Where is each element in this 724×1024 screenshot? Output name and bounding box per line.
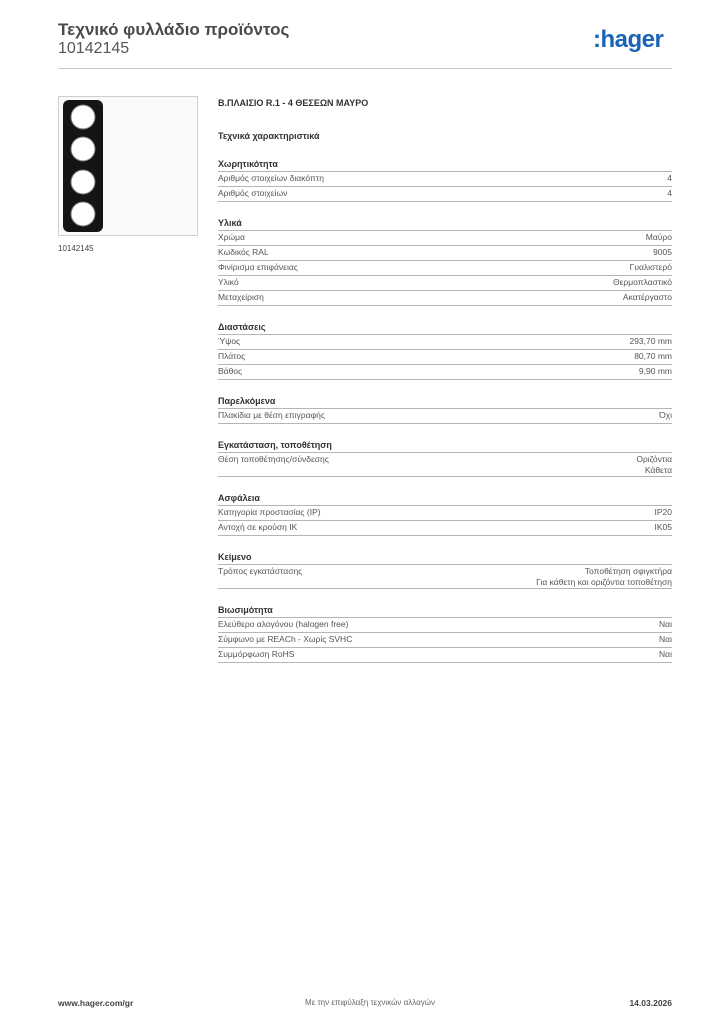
spec-label: Τρόπος εγκατάστασης bbox=[218, 566, 303, 576]
spec-label: Κατηγορία προστασίας (IP) bbox=[218, 507, 321, 517]
spec-section bbox=[218, 394, 672, 424]
section-title: Χωρητικότητα bbox=[218, 157, 672, 172]
spec-row bbox=[218, 187, 672, 202]
spec-row bbox=[218, 246, 672, 261]
spec-label: Πλακίδια με θέση επιγραφής bbox=[218, 410, 325, 420]
spec-value bbox=[655, 507, 673, 518]
spec-value bbox=[636, 454, 672, 476]
specs-heading: Τεχνικά χαρακτηριστικά bbox=[218, 131, 320, 141]
spec-value-line: 293,70 mm bbox=[629, 336, 672, 346]
spec-value-line: Οριζόντια bbox=[636, 454, 672, 464]
spec-label: Σύμφωνο με REACh - Χωρίς SVHC bbox=[218, 634, 353, 644]
spec-value bbox=[536, 566, 672, 588]
spec-value-line: 9005 bbox=[653, 247, 672, 257]
footer-website-link[interactable]: www.hager.com/gr bbox=[58, 998, 134, 1008]
footer-date: 14.03.2026 bbox=[629, 998, 672, 1008]
spec-value bbox=[629, 336, 672, 347]
spec-value bbox=[667, 173, 672, 184]
spec-value-line: Τοποθέτηση σφιγκτήρα bbox=[584, 566, 672, 576]
spec-row bbox=[218, 335, 672, 350]
document-product-code: 10142145 bbox=[58, 40, 130, 57]
spec-value-line: Γυαλιστερό bbox=[629, 262, 672, 272]
spec-value bbox=[630, 262, 672, 273]
spec-section bbox=[218, 320, 672, 380]
spec-row bbox=[218, 633, 672, 648]
spec-value bbox=[667, 188, 672, 199]
spec-value bbox=[646, 232, 672, 243]
spec-label: Ύψος bbox=[218, 336, 241, 346]
product-name: Β.ΠΛΑΙΣΙΟ R.1 - 4 ΘΕΣΕΩΝ ΜΑΥΡΟ bbox=[218, 98, 369, 108]
section-title: Διαστάσεις bbox=[218, 320, 672, 335]
spec-sheet bbox=[218, 96, 672, 663]
section-title: Εγκατάσταση, τοποθέτηση bbox=[218, 438, 672, 453]
spec-row bbox=[218, 231, 672, 246]
spec-value-line: Όχι bbox=[659, 410, 672, 420]
section-title: Κείμενο bbox=[218, 550, 672, 565]
spec-row bbox=[218, 506, 672, 521]
spec-row bbox=[218, 261, 672, 276]
spec-row bbox=[218, 291, 672, 306]
spec-value bbox=[613, 277, 672, 288]
spec-label: Αριθμός στοιχείων bbox=[218, 188, 288, 198]
spec-value-line: Ναι bbox=[659, 649, 672, 659]
spec-section bbox=[218, 438, 672, 477]
spec-label: Φινίρισμα επιφάνειας bbox=[218, 262, 298, 272]
spec-value bbox=[653, 247, 672, 258]
spec-value bbox=[659, 649, 672, 660]
spec-value bbox=[659, 634, 672, 645]
spec-section bbox=[218, 157, 672, 202]
spec-value-line: Για κάθετη και οριζόντια τοποθέτηση bbox=[536, 577, 672, 587]
header-divider bbox=[58, 68, 672, 69]
spec-value-line: Κάθετα bbox=[644, 465, 672, 475]
spec-value bbox=[659, 619, 672, 630]
spec-value-line: IP20 bbox=[654, 507, 672, 517]
spec-value-line: Ακατέργαστο bbox=[622, 292, 672, 302]
spec-row bbox=[218, 453, 672, 477]
spec-section bbox=[218, 550, 672, 589]
section-title: Παρελκόμενα bbox=[218, 394, 672, 409]
spec-value-line: Ναι bbox=[659, 634, 672, 644]
spec-label: Χρώμα bbox=[218, 232, 245, 242]
spec-label: Κωδικός RAL bbox=[218, 247, 269, 257]
spec-value-line: IK05 bbox=[654, 522, 672, 532]
spec-label: Θέση τοποθέτησης/σύνδεσης bbox=[218, 454, 329, 464]
spec-label: Αριθμός στοιχείων διακόπτη bbox=[218, 173, 324, 183]
document-title: Τεχνικό φυλλάδιο προϊόντος bbox=[58, 20, 290, 39]
spec-value-line: 9,90 mm bbox=[638, 366, 672, 376]
product-image bbox=[58, 96, 198, 236]
spec-row bbox=[218, 648, 672, 663]
spec-value-line: Ναι bbox=[659, 619, 672, 629]
spec-row bbox=[218, 618, 672, 633]
spec-row bbox=[218, 172, 672, 187]
spec-value bbox=[639, 366, 672, 377]
spec-section bbox=[218, 603, 672, 663]
image-caption-code: 10142145 bbox=[58, 244, 94, 253]
spec-row bbox=[218, 521, 672, 536]
spec-label: Ελεύθερο αλογόνου (halogen free) bbox=[218, 619, 349, 629]
spec-value bbox=[634, 351, 672, 362]
spec-label: Βάθος bbox=[218, 366, 243, 376]
spec-label: Μεταχείριση bbox=[218, 292, 264, 302]
section-title: Βιωσιμότητα bbox=[218, 603, 672, 618]
spec-value-line: Θερμοπλαστικό bbox=[612, 277, 672, 287]
spec-row bbox=[218, 565, 672, 589]
spec-value bbox=[655, 522, 673, 533]
footer-notice: Με την επιφύλαξη τεχνικών αλλαγών bbox=[305, 998, 435, 1007]
spec-section bbox=[218, 216, 672, 306]
spec-label: Πλάτος bbox=[218, 351, 246, 361]
spec-value-line: 80,70 mm bbox=[634, 351, 672, 361]
section-title: Υλικά bbox=[218, 216, 672, 231]
spec-value-line: Μαύρο bbox=[645, 232, 672, 242]
spec-row bbox=[218, 276, 672, 291]
spec-row bbox=[218, 365, 672, 380]
spec-value-line: 4 bbox=[667, 188, 672, 198]
spec-value bbox=[659, 410, 672, 421]
four-gang-frame-illustration bbox=[59, 97, 197, 235]
spec-row bbox=[218, 409, 672, 424]
spec-row bbox=[218, 350, 672, 365]
spec-value bbox=[623, 292, 672, 303]
hager-logo: :hager bbox=[593, 26, 664, 53]
spec-label: Συμμόρφωση RoHS bbox=[218, 649, 295, 659]
spec-section bbox=[218, 491, 672, 536]
spec-value-line: 4 bbox=[667, 173, 672, 183]
spec-sections bbox=[218, 157, 672, 663]
section-title: Ασφάλεια bbox=[218, 491, 672, 506]
spec-label: Αντοχή σε κρούση IK bbox=[218, 522, 298, 532]
spec-label: Υλικό bbox=[218, 277, 239, 287]
